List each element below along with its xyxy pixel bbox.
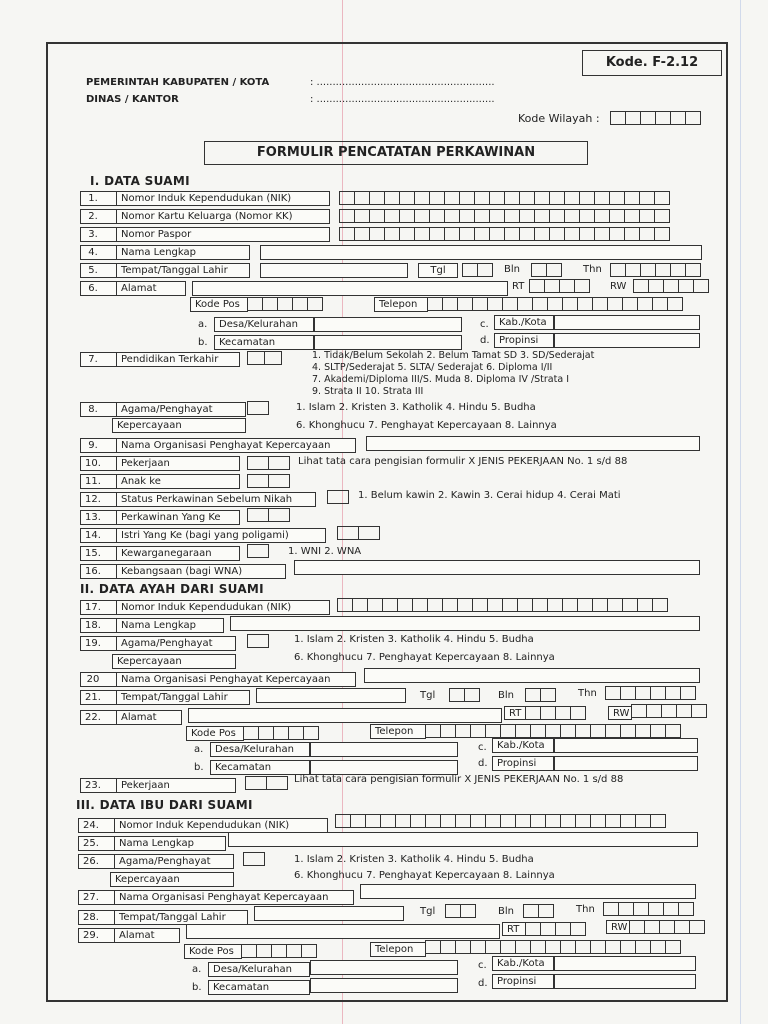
ttl-label: Tempat/Tanggal Lahir <box>116 263 250 278</box>
ayah-thn-cells[interactable] <box>606 686 696 700</box>
ayah-tempat-input[interactable] <box>256 688 406 703</box>
ayah-kab-input[interactable] <box>554 738 698 753</box>
kode-wilayah-cells[interactable] <box>611 111 701 125</box>
ayah-agama-options-1: 1. Islam 2. Kristen 3. Katholik 4. Hindu 5. Budha <box>294 634 534 645</box>
kab-label: Kab./Kota <box>494 315 554 330</box>
edu-options-2: 4. SLTP/Sederajat 5. SLTA/ Sederajat 6. Diploma I/II <box>312 362 553 373</box>
row-number: 27. <box>78 890 115 905</box>
pemerintah-dots[interactable]: : ........................................................ <box>310 77 495 88</box>
desa-label: Desa/Kelurahan <box>214 317 314 332</box>
pendidikan-cells[interactable] <box>248 351 282 365</box>
status-label: Status Perkawinan Sebelum Nikah <box>116 492 316 507</box>
desa-input[interactable] <box>314 317 462 332</box>
ibu-bln-cells[interactable] <box>524 904 554 918</box>
row-number: 28. <box>78 910 115 925</box>
nama-input[interactable] <box>260 245 702 260</box>
ibu-organisasi-input[interactable] <box>360 884 696 899</box>
ibu-tgl-cells[interactable] <box>446 904 476 918</box>
ibu-kepercayaan-label: Kepercayaan <box>110 872 234 887</box>
kode-wilayah-label: Kode Wilayah : <box>518 112 600 125</box>
ayah-c-marker: c. <box>478 742 487 753</box>
thn-label: Thn <box>583 264 602 275</box>
status-cells[interactable] <box>328 490 349 504</box>
section-heading-suami: I. DATA SUAMI <box>90 174 190 188</box>
kewarganegaraan-label: Kewarganegaraan <box>116 546 240 561</box>
ibu-organisasi-label: Nama Organisasi Penghayat Kepercayaan <box>114 890 354 905</box>
row-number: 25. <box>78 836 115 851</box>
dinas-label: DINAS / KANTOR <box>86 94 179 105</box>
kewarganegaraan-cells[interactable] <box>248 544 269 558</box>
ibu-desa-input[interactable] <box>310 960 458 975</box>
ayah-nik-cells[interactable] <box>338 598 668 612</box>
ibu-thn-cells[interactable] <box>604 902 694 916</box>
row-number: 10. <box>80 456 117 471</box>
ibu-nama-input[interactable] <box>228 832 698 847</box>
ibu-telepon-label: Telepon <box>370 942 426 957</box>
nik-label: Nomor Induk Kependudukan (NIK) <box>116 191 330 206</box>
c-marker: c. <box>480 319 489 330</box>
ibu-rw-label: RW <box>606 920 630 934</box>
row-number: 26. <box>78 854 115 869</box>
propinsi-input[interactable] <box>554 333 700 348</box>
ayah-pekerjaan-note: Lihat tata cara pengisian formulir X JENIS PEKERJAAN No. 1 s/d 88 <box>294 774 624 785</box>
row-number: 9. <box>80 438 117 453</box>
row-number: 8. <box>80 402 117 417</box>
row-number: 13. <box>80 510 117 525</box>
agama-options-1: 1. Islam 2. Kristen 3. Katholik 4. Hindu 5. Budha <box>296 402 536 413</box>
ayah-kodepos-cells[interactable] <box>244 726 319 740</box>
row-number: 24. <box>78 818 115 833</box>
nama-label: Nama Lengkap <box>116 245 250 260</box>
ibu-agama-cells[interactable] <box>244 852 265 866</box>
ayah-organisasi-label: Nama Organisasi Penghayat Kepercayaan <box>116 672 356 687</box>
ibu-kab-label: Kab./Kota <box>492 956 554 971</box>
ayah-thn-label: Thn <box>578 688 597 699</box>
tgl-label: Tgl <box>418 263 458 278</box>
pemerintah-label: PEMERINTAH KABUPATEN / KOTA <box>86 77 270 88</box>
edu-options-1: 1. Tidak/Belum Sekolah 2. Belum Tamat SD 3. SD/Sederajat <box>312 350 595 361</box>
ayah-propinsi-input[interactable] <box>554 756 698 771</box>
ibu-b-marker: b. <box>192 982 202 993</box>
row-number: 22. <box>80 710 117 725</box>
organisasi-label: Nama Organisasi Penghayat Kepercayaan <box>116 438 356 453</box>
ibu-agama-label: Agama/Penghayat <box>114 854 234 869</box>
bln-label: Bln <box>504 264 520 275</box>
d-marker: d. <box>480 335 490 346</box>
row-number: 15. <box>80 546 117 561</box>
ayah-nik-label: Nomor Induk Kependudukan (NIK) <box>116 600 330 615</box>
ibu-rt-label: RT <box>502 922 526 936</box>
ibu-d-marker: d. <box>478 978 488 989</box>
row-number: 29. <box>78 928 115 943</box>
row-number: 16. <box>80 564 117 579</box>
row-number: 5. <box>80 263 117 278</box>
ayah-rt-cells[interactable] <box>526 706 586 720</box>
pekerjaan-label: Pekerjaan <box>116 456 240 471</box>
edu-options-4: 9. Strata II 10. Strata III <box>312 386 424 397</box>
edu-options-3: 7. Akademi/Diploma III/S. Muda 8. Diploma IV /Strata I <box>312 374 569 385</box>
agama-options-2: 6. Khonghucu 7. Penghayat Kepercayaan 8. Lainnya <box>296 420 557 431</box>
agama-cells[interactable] <box>248 401 269 415</box>
kk-cells[interactable] <box>340 209 670 223</box>
row-number: 18. <box>80 618 117 633</box>
rw-cells[interactable] <box>634 279 709 293</box>
ayah-pekerjaan-label: Pekerjaan <box>116 778 236 793</box>
pendidikan-label: Pendidikan Terkahir <box>116 352 240 367</box>
propinsi-label: Propinsi <box>494 333 554 348</box>
row-number: 23. <box>80 778 117 793</box>
anak-ke-cells[interactable] <box>248 474 290 488</box>
istri-ke-cells[interactable] <box>338 526 380 540</box>
ayah-kab-label: Kab./Kota <box>492 738 554 753</box>
rt-cells[interactable] <box>530 279 590 293</box>
row-number: 7. <box>80 352 117 367</box>
ayah-kecamatan-input[interactable] <box>310 760 458 775</box>
row-number: 14. <box>80 528 117 543</box>
bln-cells[interactable] <box>532 263 562 277</box>
tempat-lahir-input[interactable] <box>260 263 408 278</box>
alamat-label: Alamat <box>116 281 186 296</box>
ayah-ttl-label: Tempat/Tanggal Lahir <box>116 690 250 705</box>
section-heading-ibu: III. DATA IBU DARI SUAMI <box>76 798 253 812</box>
rw-label: RW <box>610 281 627 292</box>
row-number: 11. <box>80 474 117 489</box>
ibu-kecamatan-input[interactable] <box>310 978 458 993</box>
paspor-cells[interactable] <box>340 227 670 241</box>
ayah-agama-label: Agama/Penghayat <box>116 636 236 651</box>
ibu-agama-options-2: 6. Khonghucu 7. Penghayat Kepercayaan 8. Lainnya <box>294 870 555 881</box>
ayah-alamat-label: Alamat <box>116 710 182 725</box>
ibu-tgl-label: Tgl <box>420 906 436 917</box>
status-options: 1. Belum kawin 2. Kawin 3. Cerai hidup 4. Cerai Mati <box>358 490 621 501</box>
ayah-pekerjaan-cells[interactable] <box>246 776 288 790</box>
ayah-d-marker: d. <box>478 758 488 769</box>
row-number: 3. <box>80 227 117 242</box>
row-number: 12. <box>80 492 117 507</box>
paspor-label: Nomor Paspor <box>116 227 330 242</box>
section-heading-ayah: II. DATA AYAH DARI SUAMI <box>80 582 264 596</box>
ayah-organisasi-input[interactable] <box>364 668 700 683</box>
ayah-desa-input[interactable] <box>310 742 458 757</box>
ibu-bln-label: Bln <box>498 906 514 917</box>
kodepos-cells[interactable] <box>248 297 323 311</box>
ibu-a-marker: a. <box>192 964 202 975</box>
ayah-tgl-label: Tgl <box>420 690 436 701</box>
form-title: FORMULIR PENCATATAN PERKAWINAN <box>204 141 588 165</box>
ayah-kodepos-label: Kode Pos <box>186 726 244 741</box>
row-number: 21. <box>80 690 117 705</box>
form-sheet <box>46 42 728 1002</box>
ibu-rw-cells[interactable] <box>630 920 705 934</box>
ayah-agama-cells[interactable] <box>248 634 269 648</box>
ayah-rw-cells[interactable] <box>632 704 707 718</box>
ayah-tgl-cells[interactable] <box>450 688 480 702</box>
kk-label: Nomor Kartu Keluarga (Nomor KK) <box>116 209 330 224</box>
alamat-input[interactable] <box>192 281 508 296</box>
perkawinan-ke-label: Perkawinan Yang Ke <box>116 510 240 525</box>
agama-label: Agama/Penghayat <box>116 402 246 417</box>
tgl-cells[interactable] <box>463 263 493 277</box>
ibu-alamat-input[interactable] <box>186 924 500 939</box>
ayah-telepon-cells[interactable] <box>426 724 681 738</box>
ayah-bln-cells[interactable] <box>526 688 556 702</box>
anak-ke-label: Anak ke <box>116 474 240 489</box>
ayah-alamat-input[interactable] <box>188 708 502 723</box>
ibu-agama-options-1: 1. Islam 2. Kristen 3. Katholik 4. Hindu 5. Budha <box>294 854 534 865</box>
ibu-telepon-cells[interactable] <box>426 940 681 954</box>
pekerjaan-cells[interactable] <box>248 456 290 470</box>
thn-cells[interactable] <box>611 263 701 277</box>
ibu-nama-label: Nama Lengkap <box>114 836 226 851</box>
telepon-cells[interactable] <box>428 297 683 311</box>
a-marker: a. <box>198 319 208 330</box>
ibu-kab-input[interactable] <box>554 956 696 971</box>
ibu-kecamatan-label: Kecamatan <box>208 980 310 995</box>
ibu-nik-label: Nomor Induk Kependudukan (NIK) <box>114 818 328 833</box>
ayah-telepon-label: Telepon <box>370 724 426 739</box>
row-number: 20 <box>80 672 117 687</box>
row-number: 19. <box>80 636 117 651</box>
ayah-bln-label: Bln <box>498 690 514 701</box>
kepercayaan-label: Kepercayaan <box>112 418 246 433</box>
kecamatan-label: Kecamatan <box>214 335 314 350</box>
wn-options: 1. WNI 2. WNA <box>288 546 362 557</box>
ibu-thn-label: Thn <box>576 904 595 915</box>
ibu-propinsi-input[interactable] <box>554 974 696 989</box>
ayah-rt-label: RT <box>504 706 526 720</box>
ayah-agama-options-2: 6. Khonghucu 7. Penghayat Kepercayaan 8. Lainnya <box>294 652 555 663</box>
organisasi-input[interactable] <box>366 436 700 451</box>
rt-label: RT <box>512 281 525 292</box>
ibu-propinsi-label: Propinsi <box>492 974 554 989</box>
nik-cells[interactable] <box>340 191 670 205</box>
row-number: 17. <box>80 600 117 615</box>
ayah-b-marker: b. <box>194 762 204 773</box>
kab-input[interactable] <box>554 315 700 330</box>
dinas-dots[interactable]: : ........................................................ <box>310 94 495 105</box>
form-code: Kode. F-2.12 <box>582 50 722 76</box>
ibu-kodepos-label: Kode Pos <box>184 944 242 959</box>
perkawinan-ke-cells[interactable] <box>248 508 290 522</box>
ibu-rt-cells[interactable] <box>526 922 586 936</box>
ibu-tempat-input[interactable] <box>254 906 404 921</box>
kodepos-label: Kode Pos <box>190 297 248 312</box>
ibu-ttl-label: Tempat/Tanggal Lahir <box>114 910 248 925</box>
ayah-nama-label: Nama Lengkap <box>116 618 224 633</box>
ayah-a-marker: a. <box>194 744 204 755</box>
row-number: 2. <box>80 209 117 224</box>
telepon-label: Telepon <box>374 297 428 312</box>
kebangsaan-input[interactable] <box>294 560 700 575</box>
ayah-rw-label: RW <box>608 706 632 720</box>
pekerjaan-note: Lihat tata cara pengisian formulir X JENIS PEKERJAAN No. 1 s/d 88 <box>298 456 628 467</box>
ayah-nama-input[interactable] <box>230 616 700 631</box>
kecamatan-input[interactable] <box>314 335 462 350</box>
row-number: 1. <box>80 191 117 206</box>
ayah-kecamatan-label: Kecamatan <box>210 760 310 775</box>
ibu-c-marker: c. <box>478 960 487 971</box>
istri-ke-label: Istri Yang Ke (bagi yang poligami) <box>116 528 326 543</box>
ibu-kodepos-cells[interactable] <box>242 944 317 958</box>
ibu-nik-cells[interactable] <box>336 814 666 828</box>
b-marker: b. <box>198 337 208 348</box>
kebangsaan-label: Kebangsaan (bagi WNA) <box>116 564 286 579</box>
ayah-kepercayaan-label: Kepercayaan <box>112 654 236 669</box>
ibu-desa-label: Desa/Kelurahan <box>208 962 310 977</box>
row-number: 4. <box>80 245 117 260</box>
ayah-propinsi-label: Propinsi <box>492 756 554 771</box>
row-number: 6. <box>80 281 117 296</box>
margin-line-blue <box>740 0 741 1024</box>
ayah-desa-label: Desa/Kelurahan <box>210 742 310 757</box>
ibu-alamat-label: Alamat <box>114 928 180 943</box>
